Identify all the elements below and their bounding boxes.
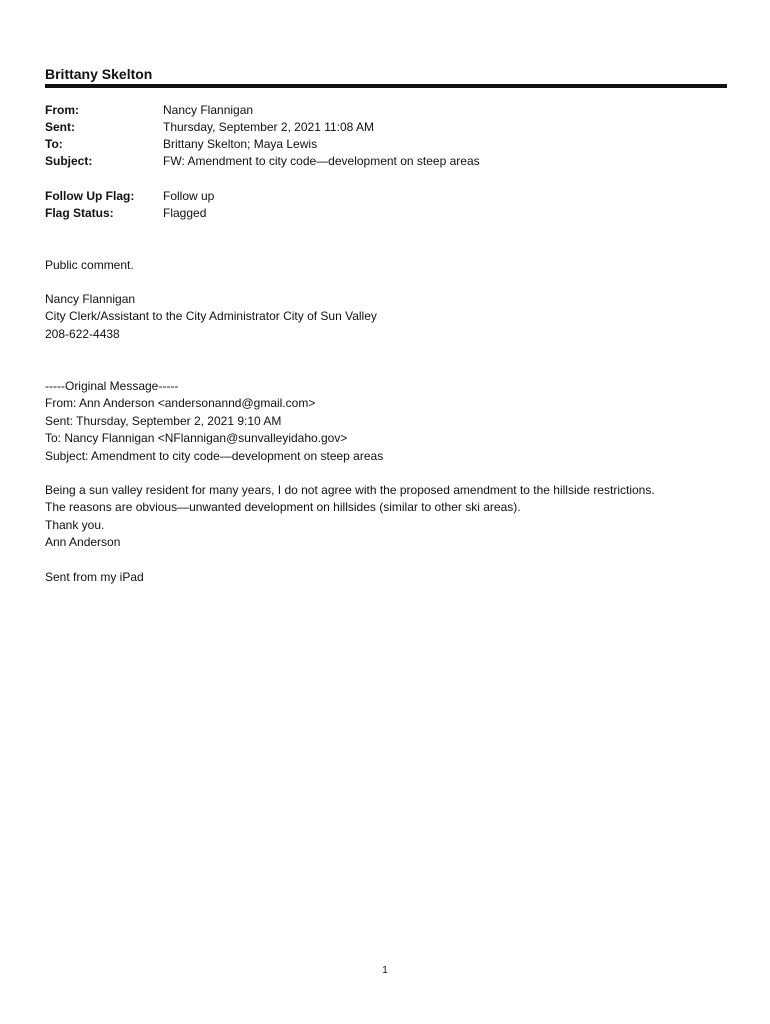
mailbox-owner-name: Brittany Skelton [45,66,153,82]
flag-status [45,205,214,222]
header-subject [45,153,480,170]
page-number: 1 [382,965,388,976]
original-sent: Sent: Thursday, September 2, 2021 9:10 AM [45,413,282,428]
flag-label: Follow Up Flag: [45,189,135,203]
message-line: Thank you. [45,517,105,532]
header-from [45,102,480,119]
original-message-body [45,482,655,552]
email-flags [45,188,214,222]
flag-follow-up [45,188,214,205]
header-label: Sent: [45,120,75,134]
sent-from-device [45,569,144,586]
flag-value: Follow up [163,189,215,203]
header-sent [45,119,480,136]
message-line: Ann Anderson [45,535,121,550]
original-divider: -----Original Message----- [45,379,179,393]
message-line: Being a sun valley resident for many years, I do not agree with the proposed amendment to the hillside restrictions. [45,483,655,497]
header-value: Nancy Flannigan [163,103,254,117]
signature-line: Nancy Flannigan [45,292,136,306]
footer-line: Sent from my iPad [45,570,144,584]
flag-value: Flagged [163,206,207,220]
signature-line: City Clerk/Assistant to the City Administrator City of Sun Valley [45,309,377,324]
header-to [45,136,480,153]
original-to: To: Nancy Flannigan <NFlannigan@sunvalleyidaho.gov> [45,431,348,446]
intro-text: Public comment. [45,258,134,272]
original-message-header [45,378,383,465]
flag-label: Flag Status: [45,206,114,220]
header-value: Thursday, September 2, 2021 11:08 AM [163,120,375,134]
header-rule [45,84,727,88]
header-label: To: [45,137,63,151]
sender-signature [45,291,377,343]
header-value: FW: Amendment to city code—development on steep areas [163,154,480,168]
original-from: From: Ann Anderson <andersonannd@gmail.com> [45,396,316,411]
header-label: From: [45,103,79,117]
original-subject: Subject: Amendment to city code—development on steep areas [45,448,384,463]
header-value: Brittany Skelton; Maya Lewis [163,137,318,151]
email-headers [45,102,480,170]
email-body-intro [45,257,134,274]
header-label: Subject: [45,154,93,168]
signature-line: 208-622-4438 [45,326,120,341]
message-line: The reasons are obvious—unwanted development on hillsides (similar to other ski areas). [45,500,521,515]
